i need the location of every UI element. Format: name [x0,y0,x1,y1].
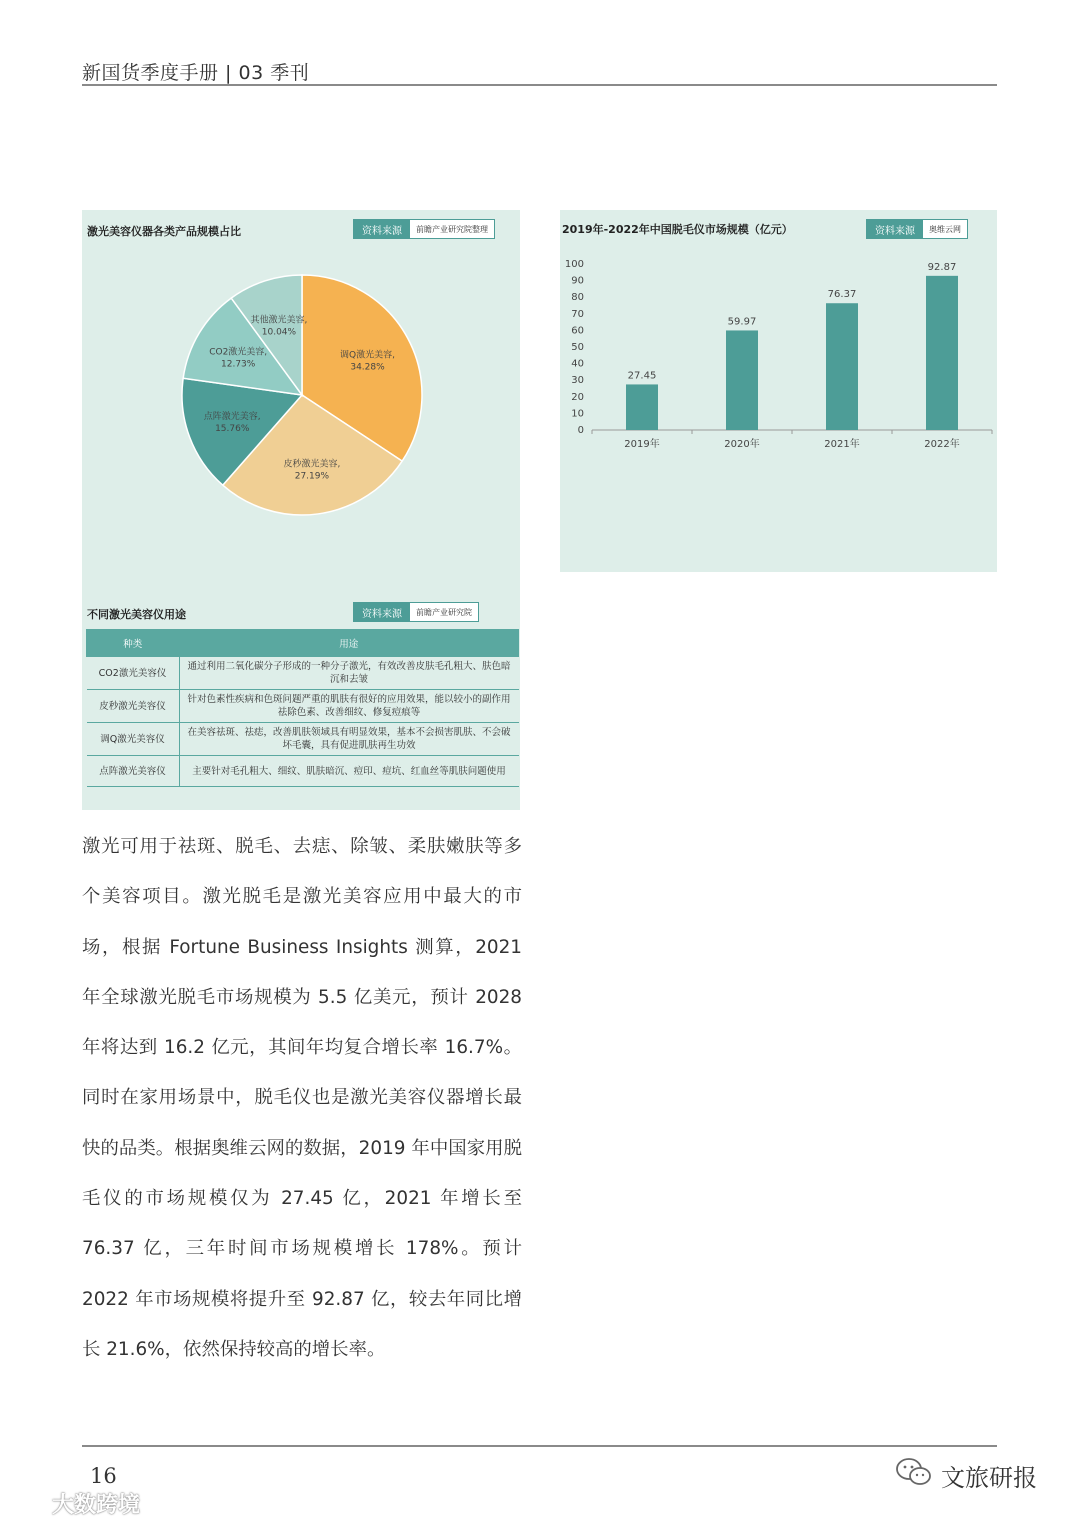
header-kind: 种类 [87,630,180,657]
row-use: 针对色素性疾病和色斑问题严重的肌肤有很好的应用效果，能以较小的副作用祛除色素、改善细纹、修复痘痕等 [179,690,519,723]
table-row [87,690,519,723]
row-kind: 皮秒激光美容仪 [87,690,180,723]
x-category-label: 2022年 [924,439,960,450]
bar-value-label: 76.37 [827,289,857,301]
page-header-title: 新国货季度手册 | 03 季刊 [82,62,310,84]
source-name: 前瞻产业研究院 [410,603,478,621]
page-number: 16 [90,1464,117,1488]
row-kind: 点阵激光美容仪 [87,756,180,787]
header-divider [82,84,997,86]
row-kind: CO2激光美容仪 [87,657,180,690]
pie-slice-percent: 15.76% [215,423,250,434]
bar-value-label: 92.87 [927,261,957,273]
pie-chart [82,240,520,540]
x-category-label: 2021年 [824,439,860,450]
y-tick-label: 10 [571,408,584,420]
source-name: 前瞻产业研究院整理 [410,220,494,238]
y-tick-label: 90 [571,275,584,287]
x-category-label: 2020年 [724,439,760,450]
watermark-left [10,1488,140,1519]
y-tick-label: 40 [571,358,584,370]
y-tick-label: 100 [564,259,584,270]
y-tick-label: 60 [571,325,584,337]
y-tick-label: 80 [571,292,584,304]
pie-slice-percent: 34.28% [350,362,385,373]
pie-slice-percent: 10.04% [261,327,297,338]
table-row [87,723,519,756]
source-name: 奥维云网 [923,220,967,238]
x-category-label: 2019年 [624,439,660,450]
table-row [87,756,519,787]
table-source-tag [353,602,479,622]
table-row [87,657,519,690]
y-tick-label: 50 [571,342,584,353]
watermark-left-text: 大数跨境 [52,1493,141,1518]
row-use: 主要针对毛孔粗大、细纹、肌肤暗沉、痘印、痘坑、红血丝等肌肤问题使用 [179,756,519,787]
y-tick-label: 70 [571,308,584,320]
laser-use-table [86,629,519,787]
bar-source-tag [866,219,968,239]
body-paragraph: 激光可用于祛斑、脱毛、去痣、除皱、柔肤嫩肤等多个美容项目。激光脱毛是激光美容应用中最大的市场，根据 Fortune Business Insights 测算，2021 年全球激光脱毛市场规模为 5.5 亿美元，预计 2028 年将达到 16.2 亿元，其间年均复合增长率 16.7%。同时在家用场景中，脱毛仪也是激光美容仪器增长最快的品类。根据奥维云网的数据，2019 年中国家用脱毛仪的市场规模仅为 27.45 亿，2021 年增长至 76.37 亿，三年时间市场规模增长 178%。预计 2022 年市场规模将提升至 92.87 亿，较去年同比增长 21.6%，依然保持较高的增长率。 [82,836,522,1360]
footer-divider [82,1445,997,1447]
bar [726,330,758,430]
bar-chart-title: 2019年-2022年中国脱毛仪市场规模（亿元） [562,223,793,236]
pie-slice-label: CO2激光美容, [209,347,268,358]
pie-slice-label: 调Q激光美容, [340,350,395,361]
pie-slice-label: 皮秒激光美容, [283,459,341,470]
y-tick-label: 20 [571,391,584,403]
pie-slice-label: 其他激光美容, [250,315,308,326]
bar-value-label: 59.97 [727,316,757,328]
watermark-right [895,1457,1037,1493]
header-use: 用途 [179,630,519,657]
source-label: 资料来源 [867,220,923,238]
pie-slice-percent: 27.19% [294,471,330,482]
source-label: 资料来源 [354,603,410,621]
y-tick-label: 0 [577,425,584,436]
row-kind: 调Q激光美容仪 [87,723,180,756]
link-icon [10,1491,46,1517]
y-tick-label: 30 [571,375,584,387]
bar [826,303,858,430]
bar [626,384,658,430]
table-header-row [87,630,519,657]
pie-slice-percent: 12.73% [221,359,256,370]
bar-chart [560,250,997,465]
table-title: 不同激光美容仪用途 [87,608,186,621]
pie-slice-label: 点阵激光美容, [203,411,261,422]
bar [926,276,958,430]
pie-chart-title: 激光美容仪器各类产品规模占比 [87,225,241,238]
watermark-right-text: 文旅研报 [941,1463,1037,1492]
source-label: 资料来源 [354,220,410,238]
row-use: 在美容祛斑、祛痣，改善肌肤领域具有明显效果，基本不会损害肌肤、不会破坏毛囊，具有促进肌肤再生功效 [179,723,519,756]
pie-source-tag [353,219,495,239]
wechat-icon [895,1457,933,1493]
bar-value-label: 27.45 [627,370,657,382]
row-use: 通过利用二氧化碳分子形成的一种分子激光，有效改善皮肤毛孔粗大、肤色暗沉和去皱 [179,657,519,690]
